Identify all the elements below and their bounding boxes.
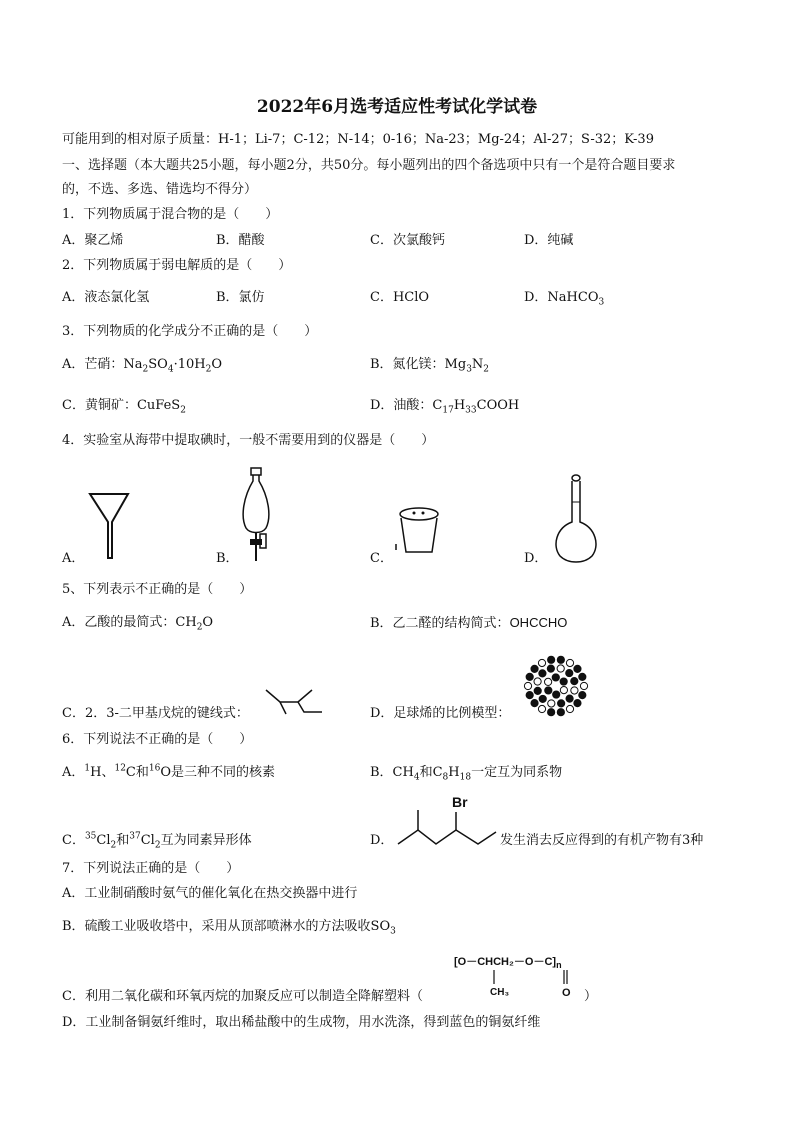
- fullerene-atom: [560, 678, 567, 685]
- fullerene-atom: [579, 691, 586, 698]
- section-heading-line1: 一、选择题（本大题共25小题，每小题2分，共50分。每小题列出的四个备选项中只有一个是符合题目要求: [62, 158, 676, 173]
- crucible-image: [396, 504, 442, 556]
- q7-option-d[interactable]: D．工业制备铜氨纤维时，取出稀盐酸中的生成物，用水洗涤，得到蓝色的铜氨纤维: [62, 1015, 541, 1030]
- fullerene-atom: [579, 673, 586, 680]
- fullerene-atom: [534, 678, 541, 685]
- q2-option-a[interactable]: A．液态氯化氢: [62, 290, 150, 305]
- q1-option-c[interactable]: C．次氯酸钙: [370, 233, 445, 248]
- separatory-funnel-image: [236, 466, 276, 564]
- fullerene-atom: [557, 665, 564, 672]
- fullerene-atom: [566, 659, 573, 666]
- q1-option-a[interactable]: A．聚乙烯: [62, 233, 124, 248]
- q3-option-d[interactable]: D．油酸：$C_{17}H_{33}COOH$: [370, 398, 520, 416]
- fullerene-atom: [580, 682, 587, 689]
- fullerene-atom: [557, 656, 564, 663]
- fullerene-atom: [545, 687, 552, 694]
- fullerene-atom: [574, 699, 581, 706]
- fullerene-atom: [552, 674, 559, 681]
- q2-option-d[interactable]: D．NaHCO$_3$: [524, 290, 605, 308]
- q6-option-d-text[interactable]: 发生消去反应得到的有机产物有3种: [500, 833, 704, 848]
- fullerene-model-image: [520, 654, 592, 718]
- fullerene-atom: [566, 695, 573, 702]
- fullerene-atom: [571, 687, 578, 694]
- q1-option-b[interactable]: B．醋酸: [216, 233, 265, 248]
- q4-option-d[interactable]: D．: [524, 551, 548, 566]
- q6-option-c[interactable]: C．$^{35}Cl_2$和$^{37}Cl_2$互为同素异形体: [62, 831, 252, 851]
- q3-option-b[interactable]: B．氮化镁：$Mg_3N_2$: [370, 357, 490, 375]
- fullerene-atom: [548, 709, 555, 716]
- fullerene-atom: [526, 673, 533, 680]
- fullerene-atom: [538, 659, 545, 666]
- q4-stem: 4．实验室从海带中提取碘时，一般不需要用到的仪器是（ ）: [62, 433, 435, 448]
- q5-option-c[interactable]: C．2．3-二甲基戊烷的键线式：: [62, 706, 249, 721]
- fullerene-atom: [571, 678, 578, 685]
- polymer-carbonyl-oxygen: O: [562, 987, 571, 999]
- q4-option-b[interactable]: B．: [216, 551, 239, 566]
- q7-option-c-close: ）: [584, 989, 598, 1004]
- q5-option-a[interactable]: A．乙酸的最简式：$CH_2O$: [62, 615, 214, 633]
- polymer-backbone: $[O-CHCH_2-O-C]_n$: [454, 956, 562, 971]
- q6-option-d-label[interactable]: D．: [370, 833, 394, 848]
- q1-option-d[interactable]: D．纯碱: [524, 233, 574, 248]
- q6-stem: 6．下列说法不正确的是（ ）: [62, 732, 253, 747]
- q5-option-b[interactable]: B．乙二醛的结构简式：OHCCHO: [370, 615, 568, 631]
- fullerene-atom: [547, 665, 554, 672]
- q4-option-a[interactable]: A．: [62, 551, 85, 566]
- fullerene-atom: [545, 678, 552, 685]
- fullerene-atom: [566, 669, 573, 676]
- fullerene-atom: [534, 687, 541, 694]
- fullerene-atom: [557, 709, 564, 716]
- q7-option-a[interactable]: A．工业制硝酸时氨气的催化氧化在热交换器中进行: [62, 886, 358, 901]
- fullerene-atom: [566, 705, 573, 712]
- volumetric-flask-image: [548, 472, 604, 564]
- fullerene-atom: [574, 665, 581, 672]
- q7-option-c[interactable]: C．利用二氧化碳和环氧丙烷的加聚反应可以制造全降解塑料（: [62, 989, 423, 1004]
- q3-stem: 3．下列物质的化学成分不正确的是（ ）: [62, 324, 318, 339]
- fullerene-atom: [526, 691, 533, 698]
- fullerene-atom: [553, 691, 560, 698]
- fullerene-atom: [531, 665, 538, 672]
- page-title: 2022年6月选考适应性考试化学试卷: [256, 97, 538, 117]
- fullerene-atom: [548, 700, 555, 707]
- q6-option-b[interactable]: B．$CH_4$和$C_8H_{18}$一定互为同系物: [370, 765, 563, 783]
- q7-stem: 7．下列说法正确的是（ ）: [62, 861, 240, 876]
- section-heading-line2: 的，不选、多选、错选均不得分）: [62, 182, 258, 197]
- q5-option-d[interactable]: D．足球烯的比例模型：: [370, 706, 511, 721]
- q3-option-a[interactable]: A．芒硝：$Na_2SO_4\cdot 10H_2O$: [62, 357, 222, 375]
- q6-option-a[interactable]: A．$^1$H、$^{12}$C和$^{16}$O是三种不同的核素: [62, 763, 275, 780]
- fullerene-atom: [539, 670, 546, 677]
- fullerene-atom: [524, 682, 531, 689]
- q2-stem: 2．下列物质属于弱电解质的是（ ）: [62, 258, 292, 273]
- polymer-methyl: CH₃: [490, 987, 510, 998]
- fullerene-atom: [538, 705, 545, 712]
- q7-option-b[interactable]: B．硫酸工业吸收塔中，采用从顶部喷淋水的方法吸收$SO_3$: [62, 919, 396, 937]
- q5-stem: 5、下列表示不正确的是（ ）: [62, 582, 253, 597]
- q3-option-c[interactable]: C．黄铜矿：CuFeS$_2$: [62, 398, 186, 416]
- funnel-image: [88, 492, 132, 562]
- q2-option-c[interactable]: C．HClO: [370, 290, 430, 305]
- atomic-masses: 可能用到的相对原子质量：H-1；Li-7；C-12；N-14；0-16；Na-23；Mg-24；Al-27；S-32；K-39: [62, 132, 654, 147]
- skeletal-formula-image: [264, 686, 326, 716]
- q1-stem: 1．下列物质属于混合物的是（ ）: [62, 207, 279, 222]
- fullerene-atom: [539, 695, 546, 702]
- fullerene-atom: [558, 700, 565, 707]
- bromoalkane-structure-image: [396, 808, 500, 848]
- q4-option-c[interactable]: C．: [370, 551, 393, 566]
- fullerene-atom: [548, 656, 555, 663]
- fullerene-atom: [531, 699, 538, 706]
- q2-option-b[interactable]: B．氯仿: [216, 290, 265, 305]
- fullerene-atom: [560, 686, 567, 693]
- polymer-bonds: [490, 968, 580, 986]
- bromine-label: Br: [452, 794, 468, 810]
